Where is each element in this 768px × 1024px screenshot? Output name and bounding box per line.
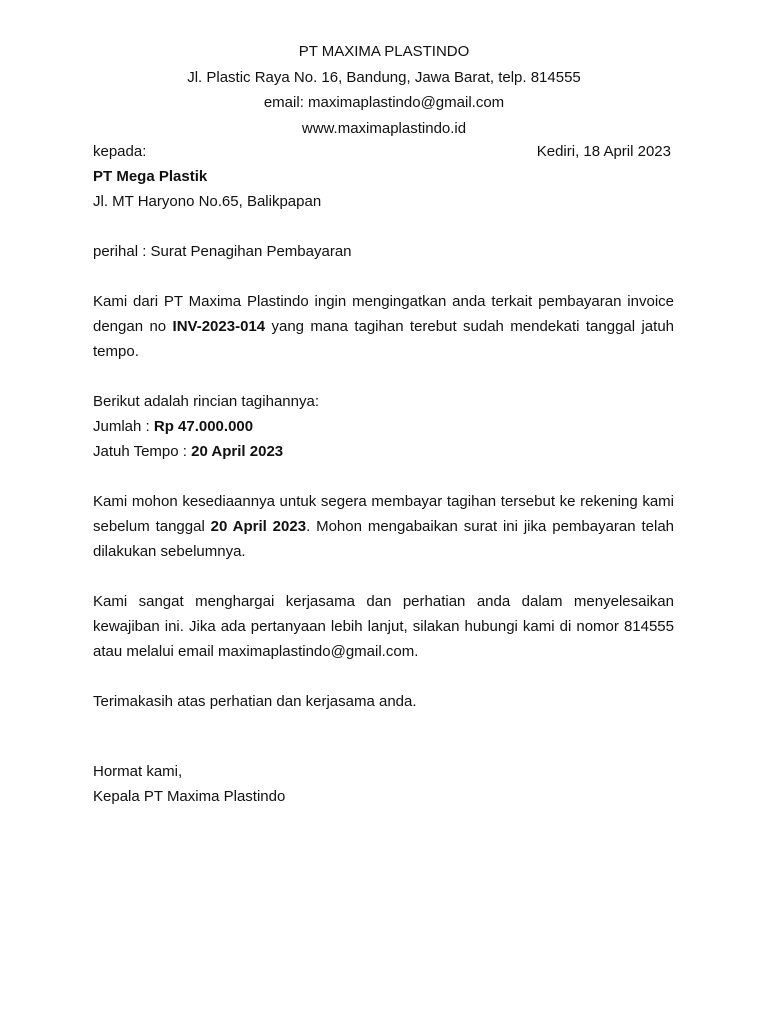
recipient-name: PT Mega Plastik — [93, 168, 208, 185]
recipient-address: Jl. MT Haryono No.65, Balikpapan — [93, 193, 322, 210]
letterhead — [0, 39, 768, 141]
deadline-date: 20 April 2023 — [210, 518, 307, 535]
place-date: Kediri, 18 April 2023 — [536, 143, 671, 160]
signature-salutation: Hormat kami, — [93, 763, 183, 780]
due-date-line: Jatuh Tempo : 20 April 2023 — [93, 443, 284, 460]
amount-value: Rp 47.000.000 — [153, 418, 254, 435]
closing-line: Terimakasih atas perhatian dan kerjasama anda. — [93, 693, 417, 710]
paragraph-opening: Kami dari PT Maxima Plastindo ingin mengingatkan anda terkait pembayaran invoice dengan no INV-2023-014 yang mana tagihan terebut sudah mendekati tanggal jatuh tempo. — [93, 293, 674, 360]
company-website: www.maximaplastindo.id — [301, 119, 467, 137]
invoice-number: INV-2023-014 — [172, 318, 266, 335]
letter-body — [93, 139, 674, 809]
amount-line: Jumlah : Rp 47.000.000 — [93, 418, 254, 435]
company-address: Jl. Plastic Raya No. 16, Bandung, Jawa Barat, telp. 814555 — [187, 68, 581, 86]
company-name: PT MAXIMA PLASTINDO — [298, 43, 470, 60]
signature-title: Kepala PT Maxima Plastindo — [93, 788, 286, 805]
paragraph-appreciation: Kami sangat menghargai kerjasama dan perhatian anda dalam menyelesaikan kewajiban ini. Jika ada pertanyaan lebih lanjut, silakan hubungi kami di nomor 814555 atau melalui email maximaplastindo@gmail.com. — [93, 593, 674, 660]
recipient-date-row — [93, 139, 674, 164]
due-date-value: 20 April 2023 — [191, 443, 284, 460]
details-intro: Berikut adalah rincian tagihannya: — [93, 393, 319, 410]
recipient-label: kepada: — [93, 143, 147, 160]
subject-line: perihal : Surat Penagihan Pembayaran — [93, 243, 352, 260]
paragraph-request: Kami mohon kesediaannya untuk segera membayar tagihan tersebut ke rekening kami sebelum tanggal 20 April 2023. Mohon mengabaikan surat ini jika pembayaran telah dilakukan sebelumnya. — [93, 493, 675, 560]
company-email: email: maximaplastindo@gmail.com — [263, 94, 505, 111]
